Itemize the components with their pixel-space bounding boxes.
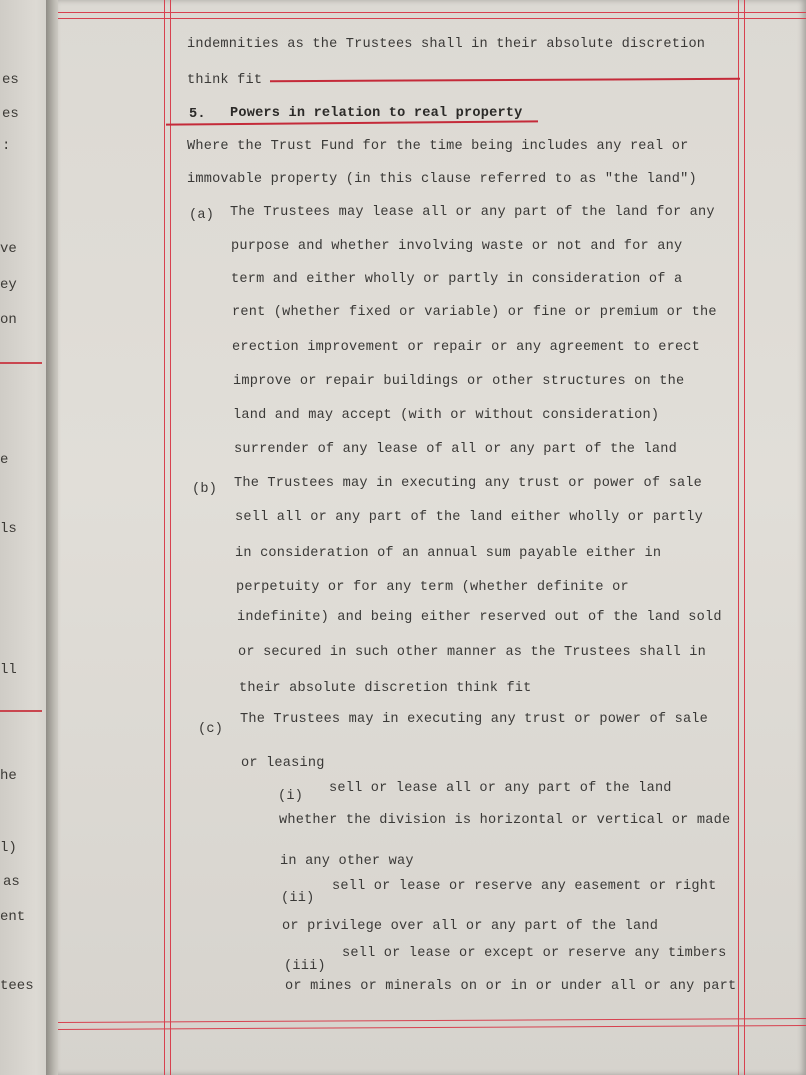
text-line: The Trustees may in executing any trust or power of sale [234, 476, 703, 491]
clause-label: (b) [192, 482, 218, 497]
clause-label: (c) [198, 722, 224, 737]
subclause-label: (iii) [284, 959, 326, 974]
text-line: surrender of any lease of all or any part of the land [234, 442, 677, 457]
text-line: or secured in such other manner as the Trustees shall in [238, 645, 707, 660]
text-line: sell or lease all or any part of the land [329, 781, 672, 796]
text-line: purpose and whether involving waste or not and for any [231, 239, 683, 254]
text-line: term and either wholly or partly in consideration of a [231, 272, 683, 287]
text-line: Where the Trust Fund for the time being includes any real or [187, 139, 689, 154]
text-line: The Trustees may lease all or any part of the land for any [230, 205, 715, 220]
margin-rule [0, 710, 42, 712]
text-line: indemnities as the Trustees shall in their absolute discretion [187, 37, 706, 52]
text-line: or leasing [241, 756, 325, 771]
margin-fragment: es [2, 72, 19, 88]
text-line: The Trustees may in executing any trust or power of sale [240, 712, 709, 727]
text-line: perpetuity or for any term (whether definite or [236, 580, 629, 595]
margin-rule-right-outer [744, 0, 745, 1075]
margin-fragment: ent [0, 909, 26, 925]
text-line: immovable property (in this clause referred to as "the land") [187, 172, 697, 187]
margin-fragment: as [3, 874, 20, 890]
margin-fragment: ls [0, 521, 17, 537]
text-line: erection improvement or repair or any agreement to erect [232, 340, 701, 355]
margin-rule-left-inner [164, 0, 165, 1075]
text-line: sell or lease or except or reserve any timbers [342, 946, 727, 961]
margin-rule [0, 362, 42, 364]
margin-fragment: : [2, 138, 11, 154]
text-line: in consideration of an annual sum payable either in [235, 546, 662, 561]
top-rule [58, 18, 806, 19]
text-line: sell or lease or reserve any easement or right [332, 879, 717, 894]
text-line: or mines or minerals on or in or under all or any part [285, 979, 737, 994]
text-line: improve or repair buildings or other structures on the [233, 374, 685, 389]
text-line: whether the division is horizontal or vertical or made [279, 813, 731, 828]
text-line: rent (whether fixed or variable) or fine or premium or the [232, 305, 717, 320]
margin-fragment: e [0, 452, 9, 468]
section-heading: Powers in relation to real property [230, 106, 523, 121]
text-line: their absolute discretion think fit [239, 681, 532, 696]
text-line: think fit [187, 73, 263, 88]
margin-fragment: l) [0, 840, 17, 856]
margin-fragment: es [2, 106, 19, 122]
clause-label: (a) [189, 208, 215, 223]
subclause-label: (ii) [281, 891, 315, 906]
text-line: indefinite) and being either reserved out of the land sold [237, 610, 722, 625]
text-line: in any other way [280, 854, 414, 869]
margin-fragment: he [0, 768, 17, 784]
text-line: sell all or any part of the land either wholly or partly [235, 510, 704, 525]
margin-rule-right-inner [738, 0, 739, 1075]
margin-fragment: ll [0, 662, 17, 678]
section-number: 5. [189, 107, 206, 122]
margin-fragment: ve [0, 241, 17, 257]
text-line: or privilege over all or any part of the land [282, 919, 659, 934]
text-line: land and may accept (with or without consideration) [233, 408, 660, 423]
margin-fragment: tees [0, 978, 34, 994]
subclause-label: (i) [278, 789, 304, 804]
margin-fragment: on [0, 312, 17, 328]
margin-rule-left-outer [170, 0, 171, 1075]
top-rule [58, 12, 806, 13]
margin-fragment: ey [0, 277, 17, 293]
